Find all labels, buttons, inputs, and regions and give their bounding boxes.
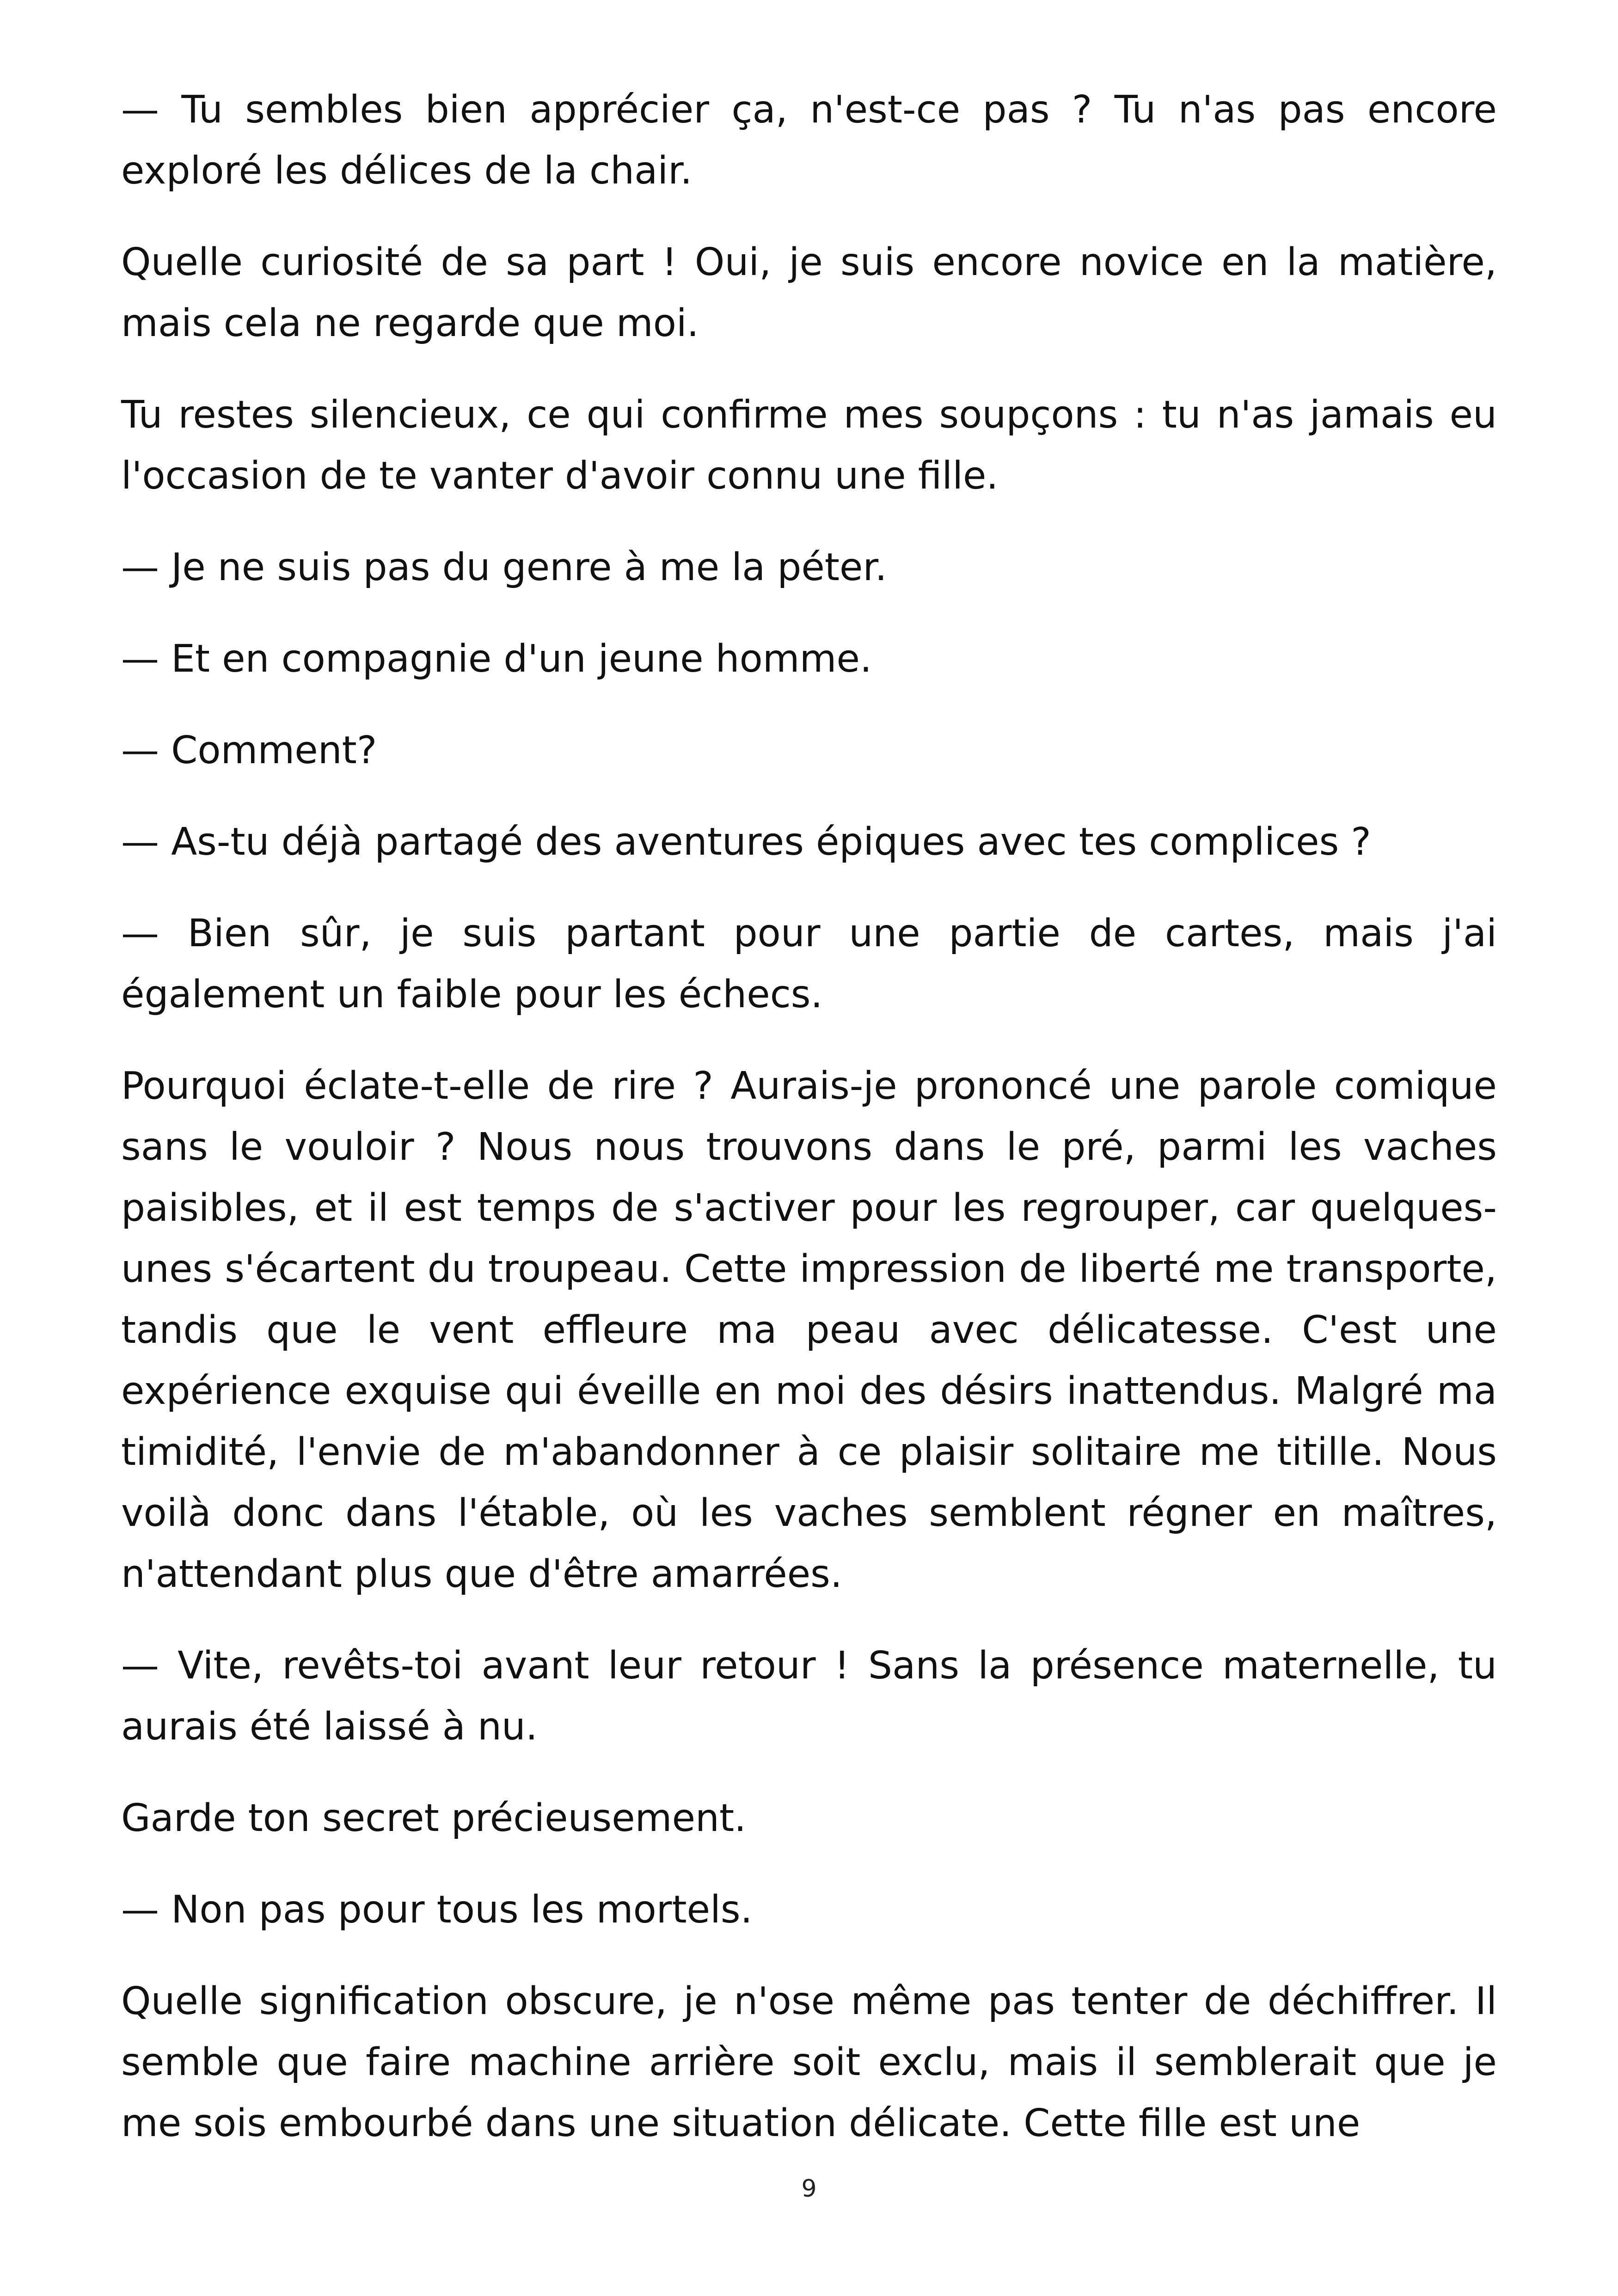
paragraph: Quelle curiosité de sa part ! Oui, je suis encore novice en la matière, mais cela ne regarde que moi. xyxy=(121,240,1497,345)
paragraph: Garde ton secret précieusement. xyxy=(121,1796,747,1840)
paragraph: Quelle signification obscure, je n'ose même pas tenter de déchiffrer. Il semble que faire machine arrière soit exclu, mais il semblerait que je me sois embourbé dans une situation délicate. Cette fille est une xyxy=(121,1979,1497,2145)
paragraph: — Et en compagnie d'un jeune homme. xyxy=(121,637,872,681)
paragraph: — Vite, revêts-toi avant leur retour ! Sans la présence maternelle, tu aurais été laissé à nu. xyxy=(121,1644,1497,1749)
paragraph: — Tu sembles bien apprécier ça, n'est-ce pas ? Tu n'as pas encore exploré les délices de la chair. xyxy=(121,88,1497,193)
paragraph: Tu restes silencieux, ce qui confirme mes soupçons : tu n'as jamais eu l'occasion de te vanter d'avoir connu une fille. xyxy=(121,393,1497,498)
paragraph: — As-tu déjà partagé des aventures épiques avec tes complices ? xyxy=(121,820,1371,864)
paragraph: — Je ne suis pas du genre à me la péter. xyxy=(121,545,887,589)
paragraph: — Non pas pour tous les mortels. xyxy=(121,1888,753,1932)
paragraph: Pourquoi éclate-t-elle de rire ? Aurais-je prononcé une parole comique sans le vouloir ? Nous nous trouvons dans le pré, parmi les vaches paisibles, et il est temps de s'activer pour les regrouper, car quelques-unes s'écartent du troupeau. Cette impression de liberté me transporte, tandis que le vent effleure ma peau avec délicatesse. C'est une expérience exquise qui éveille en moi des désirs inattendus. Malgré ma timidité, l'envie de m'abandonner à ce plaisir solitaire me titille. Nous voilà donc dans l'étable, où les vaches semblent régner en maîtres, n'attendant plus que d'être amarrées. xyxy=(121,1064,1497,1596)
paragraph: — Bien sûr, je suis partant pour une partie de cartes, mais j'ai également un faible pour les échecs. xyxy=(121,912,1497,1016)
page-body xyxy=(121,80,1497,2154)
page-number: 9 xyxy=(801,2175,817,2203)
paragraph: — Comment? xyxy=(121,729,377,772)
